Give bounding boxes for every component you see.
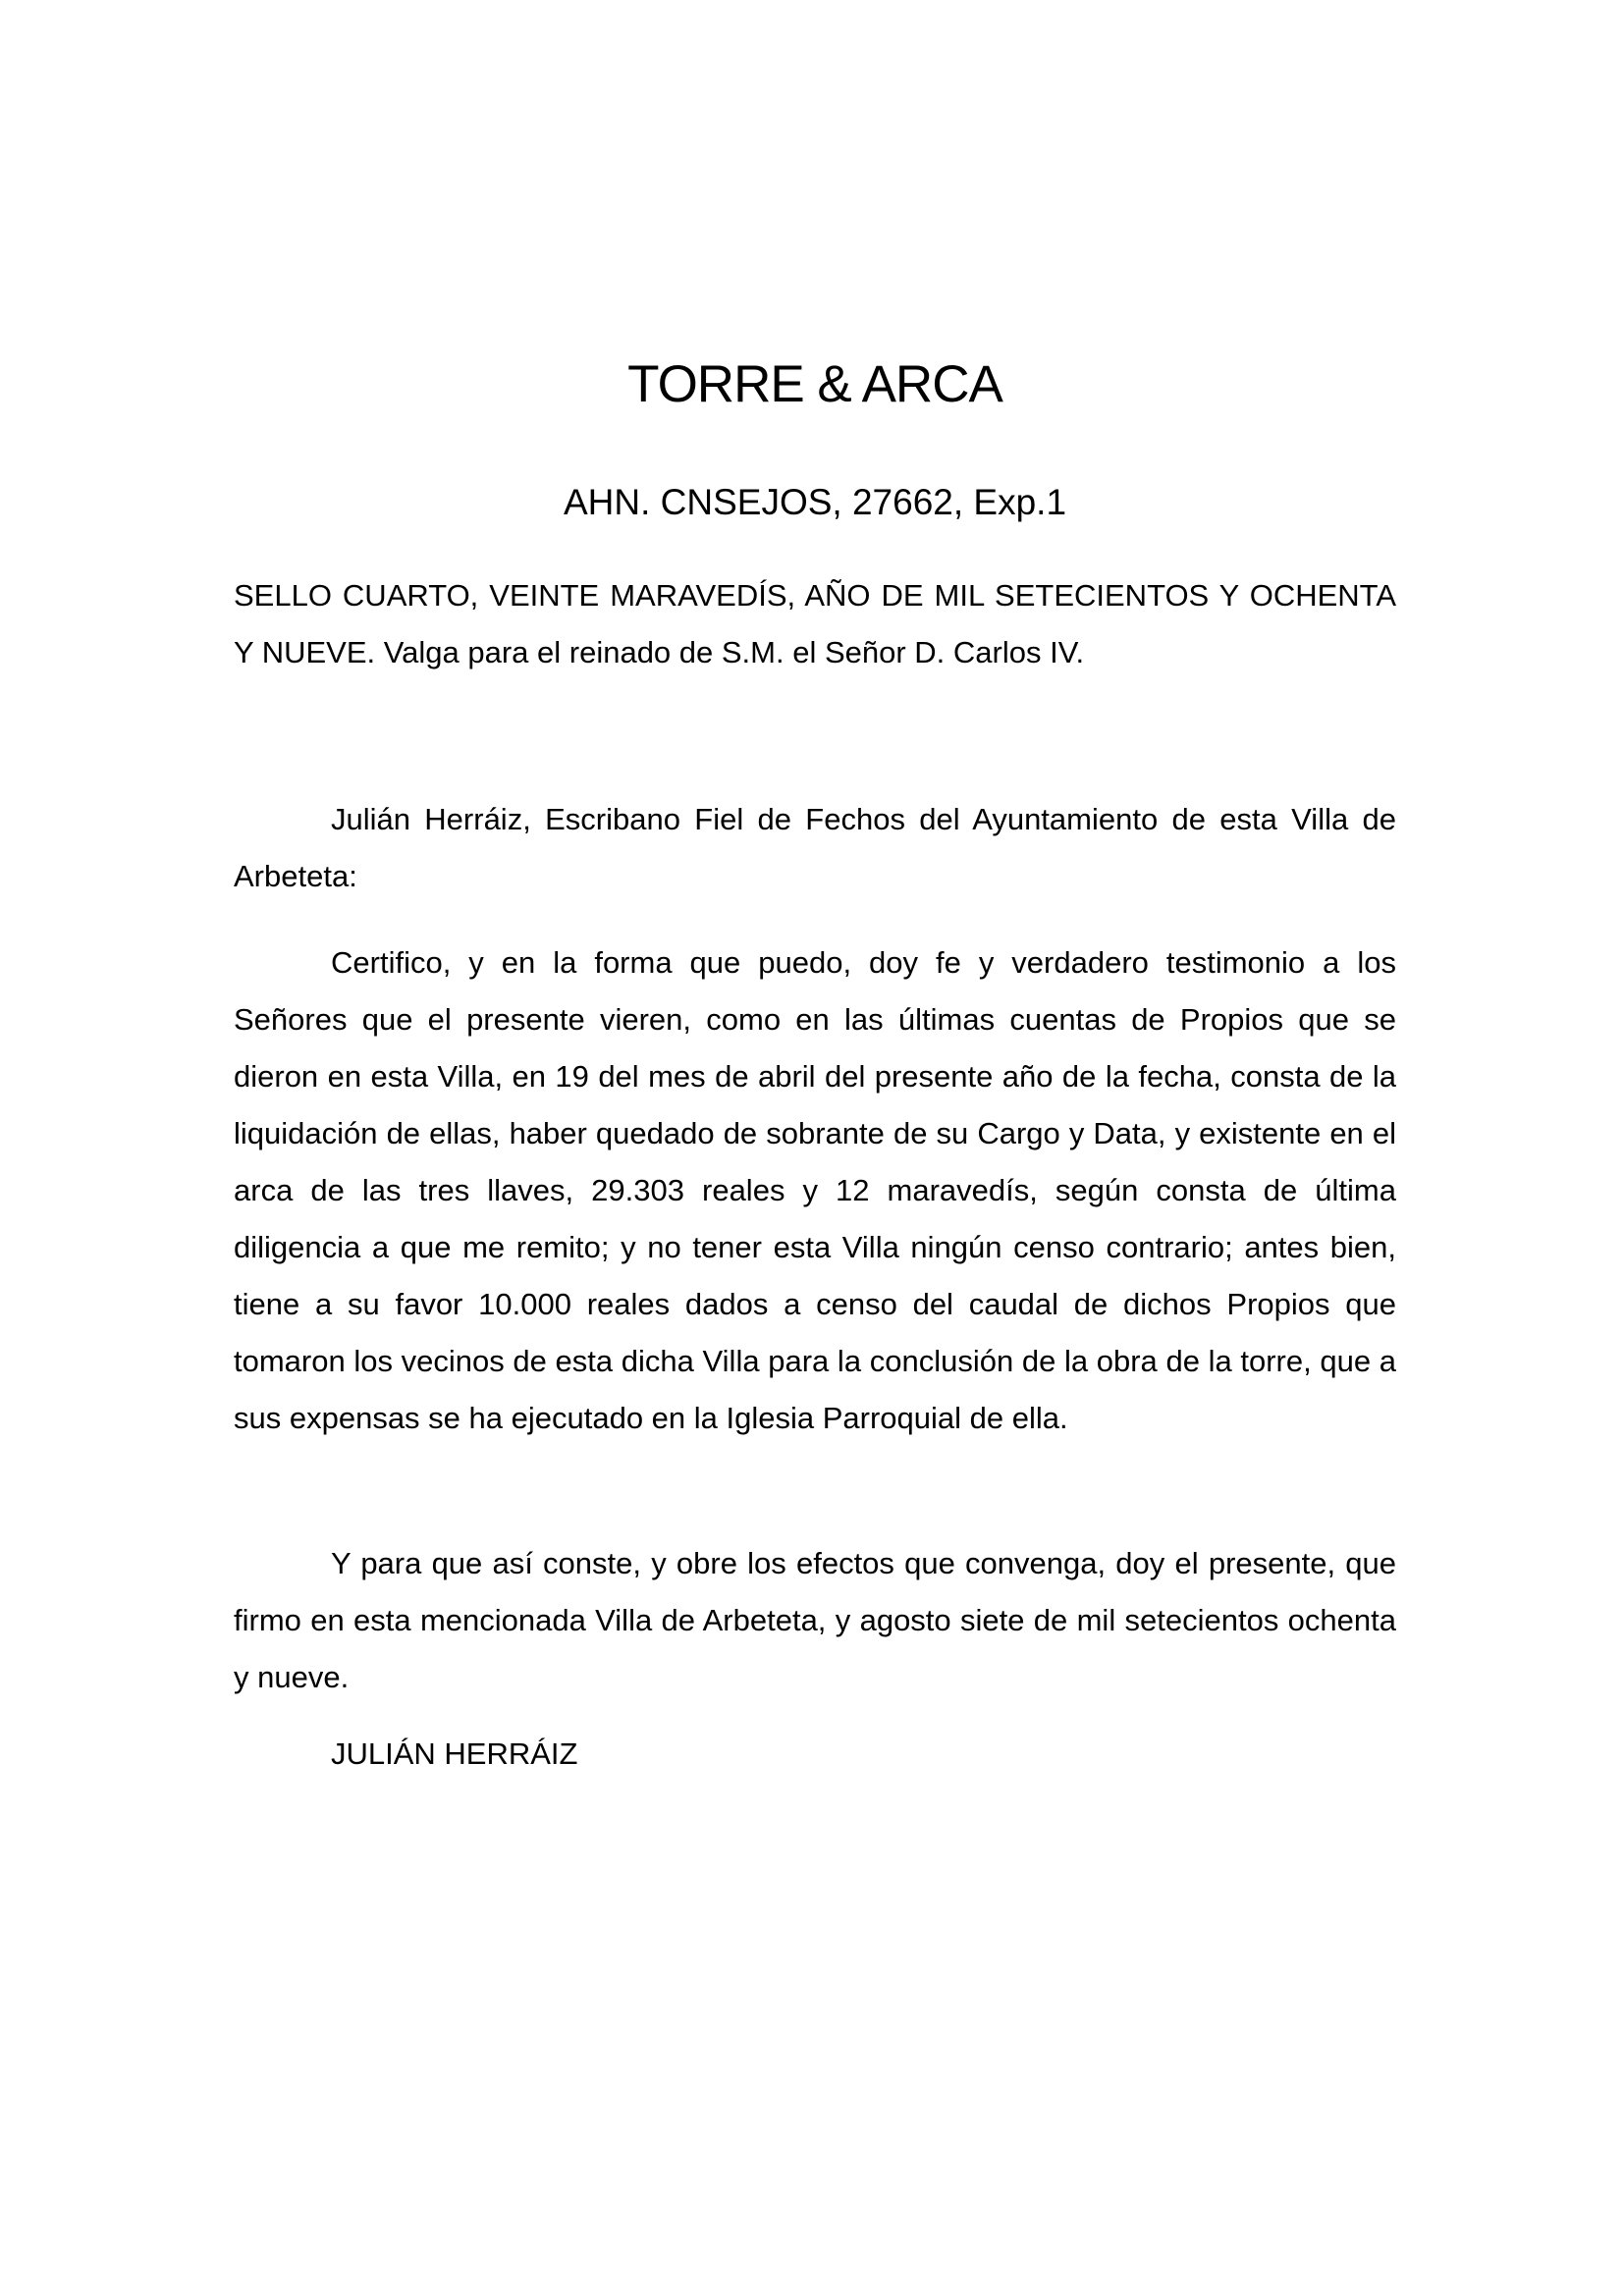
- paragraph-notary-intro: Julián Herráiz, Escribano Fiel de Fechos del Ayuntamiento de esta Villa de Arbeteta:: [234, 802, 1396, 893]
- document-title: TORRE & ARCA: [627, 355, 1002, 413]
- paragraph-closing: Y para que así conste, y obre los efectos que convenga, doy el presente, que firmo en esta mencionada Villa de Arbeteta, y agosto siete de mil setecientos ochenta y nueve.: [234, 1546, 1396, 1694]
- archive-reference: AHN. CNSEJOS, 27662, Exp.1: [563, 482, 1067, 522]
- signature: JULIÁN HERRÁIZ: [331, 1736, 578, 1771]
- paragraph-certification: Certifico, y en la forma que puedo, doy fe y verdadero testimonio a los Señores que el presente vieren, como en las últimas cuentas de Propios que se dieron en esta Villa, en 19 del mes de abril del presente año de la fecha, consta de la liquidación de ellas, haber quedado de sobrante de su Cargo y Data, y existente en el arca de las tres llaves, 29.303 reales y 12 maravedís, según consta de última diligencia a que me remito; y no tener esta Villa ningún censo contrario; antes bien, tiene a su favor 10.000 reales dados a censo del caudal de dichos Propios que tomaron los vecinos de esta dicha Villa para la conclusión de la obra de la torre, que a sus expensas se ha ejecutado en la Iglesia Parroquial de ella.: [234, 945, 1396, 1435]
- stamp-line: SELLO CUARTO, VEINTE MARAVEDÍS, AÑO DE MIL SETECIENTOS Y OCHENTA Y NUEVE. Valga para el reinado de S.M. el Señor D. Carlos IV.: [234, 578, 1396, 669]
